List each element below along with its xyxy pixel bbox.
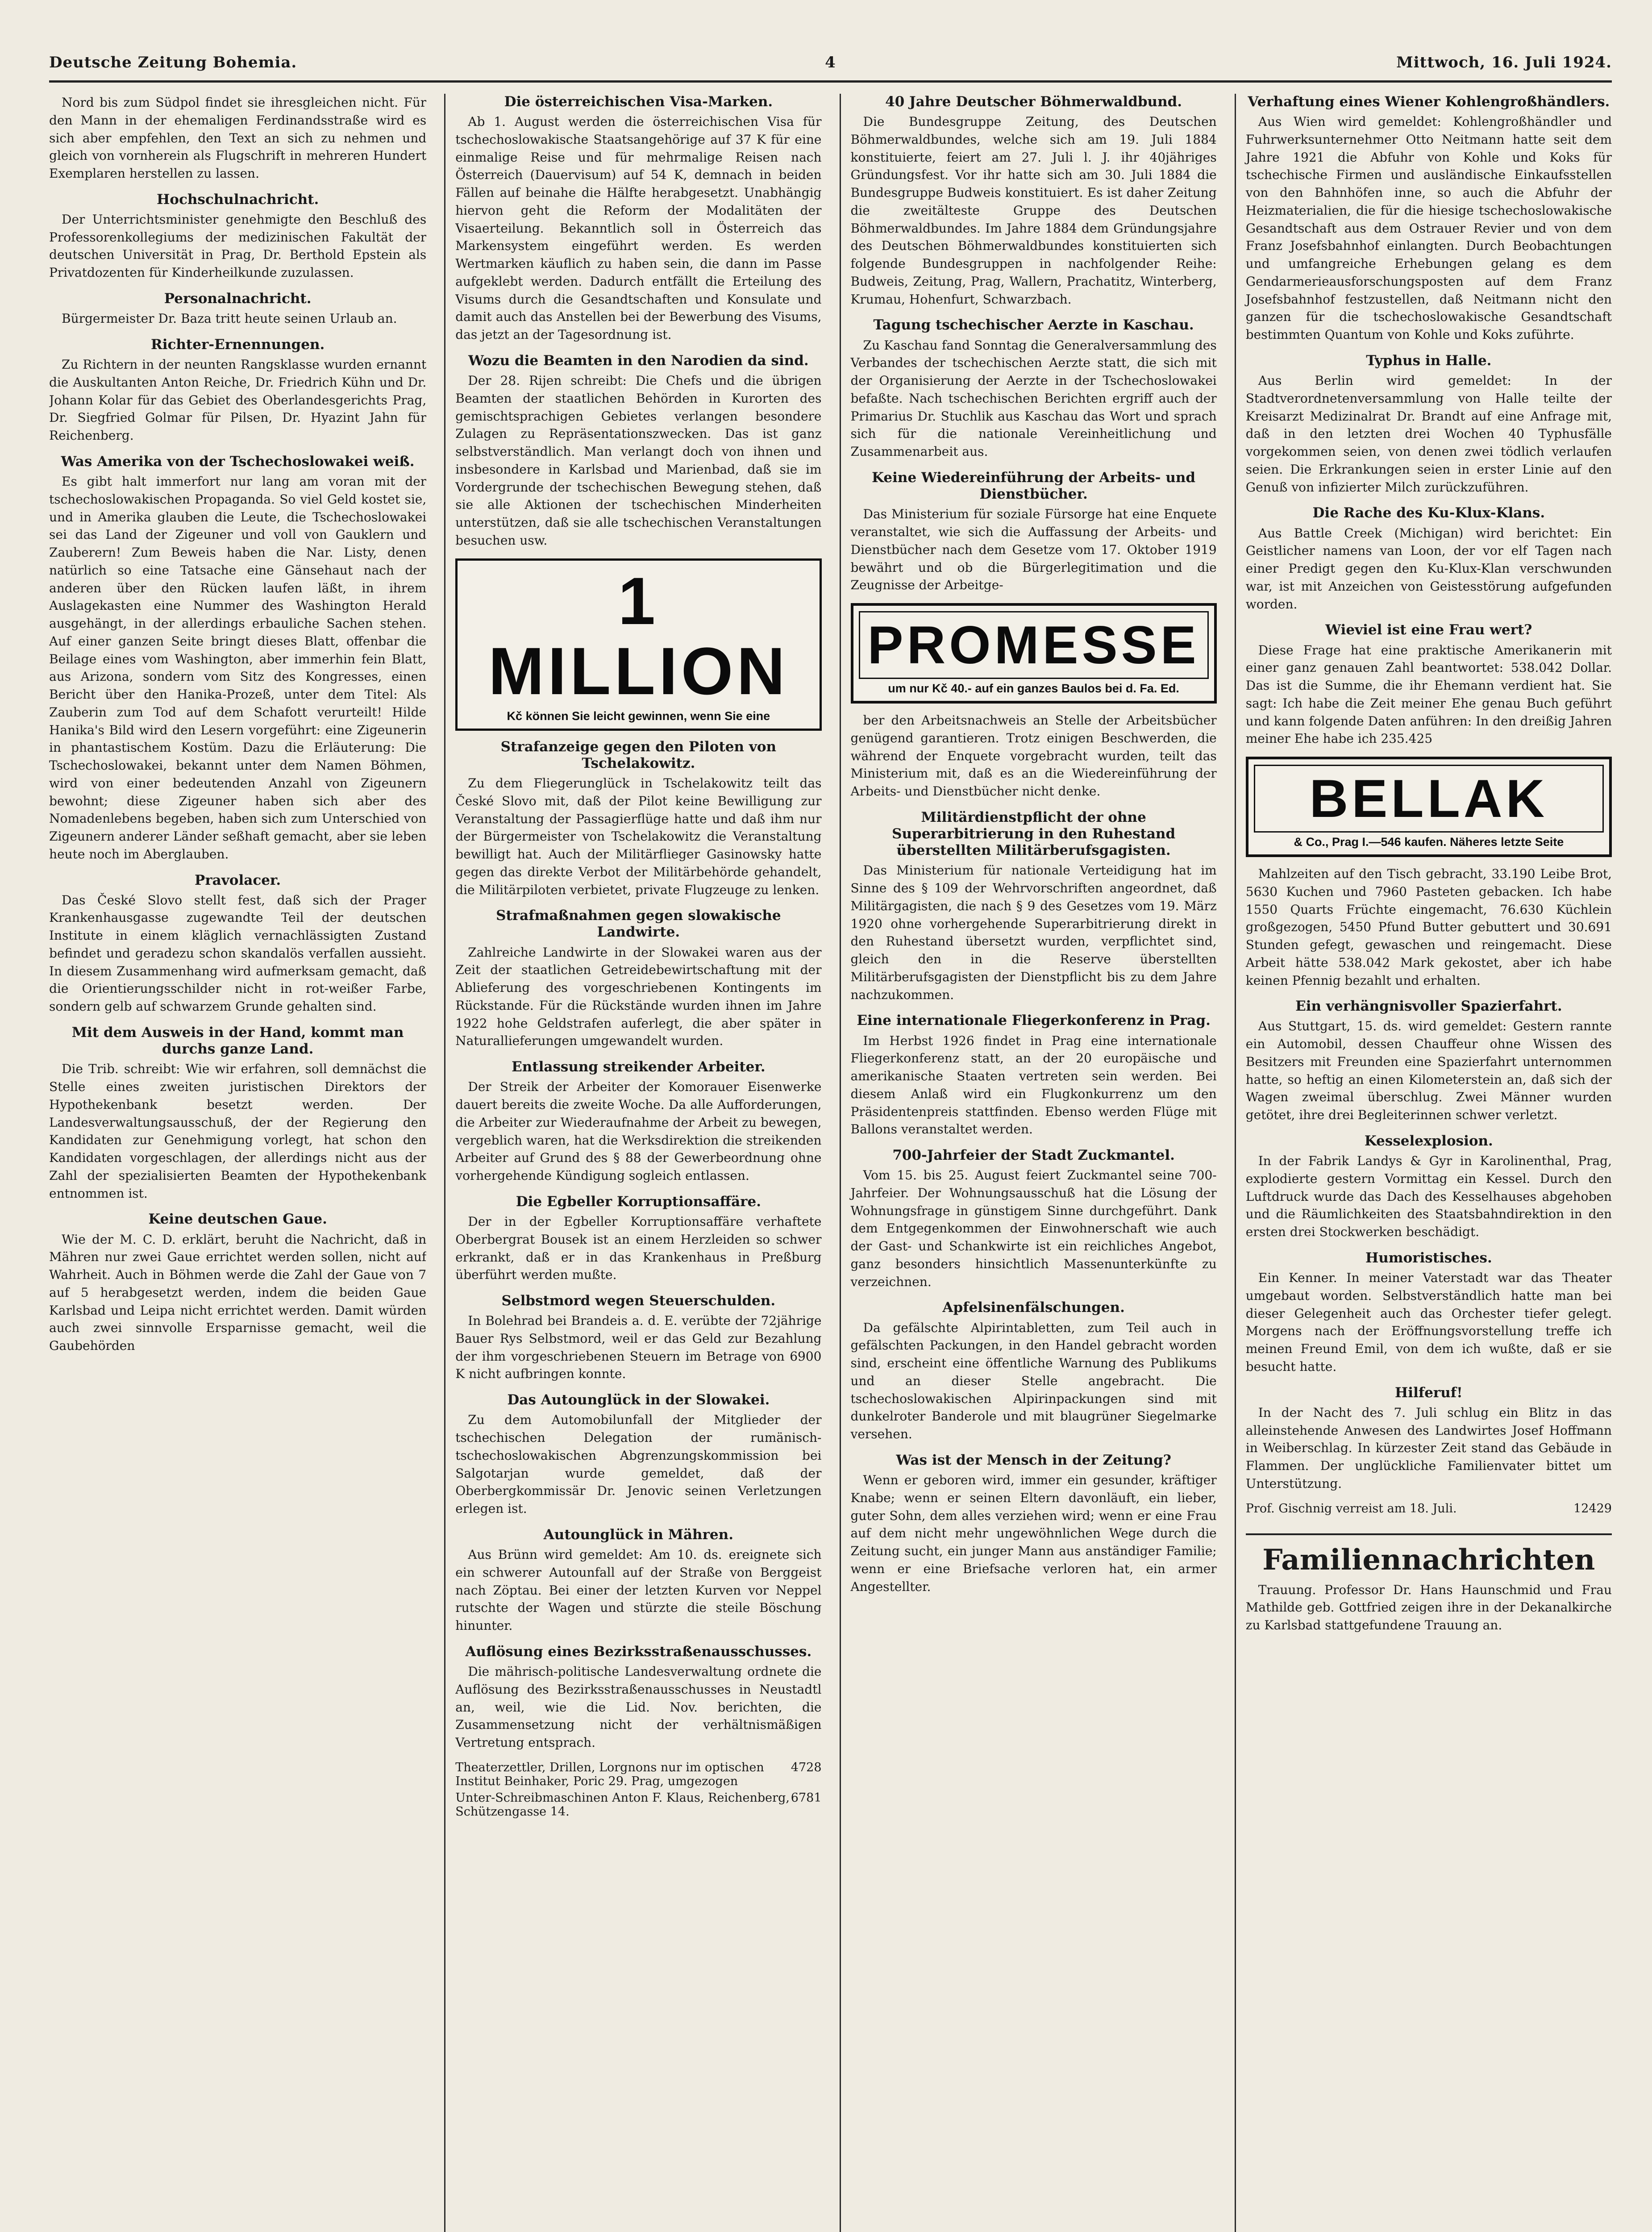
article — [49, 337, 426, 445]
article-text: Mahlzeiten auf den Tisch gebracht, 33.190 Leibe Brot, 5630 Kuchen und 7960 Pasteten gebacken. Ich habe 1550 Quarts Früchte eingemacht, 76.630 Küchlein großgezogen, 5450 Pfund Butter gebuttert und 30.691 Stunden gefegt, gewaschen und reingemacht. Diese Arbeit hätte 538.042 Mark gekostet, aber ich habe keinen Pfennig bezahlt und erhalten. — [1245, 866, 1612, 988]
article-title: Typhus in Halle. — [1366, 352, 1492, 369]
classified-text: Unter-Schreibmaschinen Anton F. Klaus, Reichenberg, Schützengasse 14. — [455, 1791, 790, 1819]
article — [851, 470, 1217, 594]
article-text: Bürgermeister Dr. Baza tritt heute seinen Urlaub an. — [62, 311, 397, 326]
article-title: Was Amerika von der Tschechoslowakei weiß. — [61, 453, 415, 470]
ad-headline: BELLAK — [1309, 769, 1548, 829]
article-text: Diese Frage hat eine praktische Amerikanerin mit einer ganz genauen Zahl beantwortet: 538.042 Dollar. Das ist die Summe, die ihr Ehemann verdient hat. Sie sagt: Ich habe die Zeit meiner Ehe genau Buch geführt und kann folgende Daten anführen: In den dreißig Jahren meiner Ehe habe ich 235.425 — [1245, 642, 1612, 746]
ad-headline: 1 MILLION — [488, 563, 789, 709]
article-text: Zahlreiche Landwirte in der Slowakei waren aus der Zeit der staatlichen Getreidebewirtschaftung mit der Ablieferung des vorgeschriebenen Kontingents im Rückstande. Für die Rückstände wurden ihnen im Jahre 1922 hohe Geldstrafen auferlegt, die aber später in Naturallieferungen umgewandelt wurden. — [455, 945, 822, 1049]
article-text: In Bolehrad bei Brandeis a. d. E. verübte der 72jährige Bauer Rys Selbstmord, weil er das Geld zur Bezahlung der ihm vorgeschriebenen Steuern im Betrage von 6900 K nicht aufbringen konnte. — [455, 1313, 822, 1382]
classified-text: Theaterzettler, Drillen, Lorgnons nur im optischen Institut Beinhaker, Poric 29. Prag, umgezogen — [455, 1760, 764, 1788]
article-title: Keine Wiedereinführung der Arbeits- und Dienstbücher. — [872, 469, 1196, 503]
ad-frame — [1254, 765, 1604, 833]
article-title: Auflösung eines Bezirksstraßenausschusses. — [465, 1643, 812, 1660]
article-title: Wieviel ist eine Frau wert? — [1325, 622, 1532, 638]
article-title: Was ist der Mensch in der Zeitung? — [896, 1452, 1171, 1468]
article-title: Selbstmord wegen Steuerschulden. — [501, 1293, 776, 1309]
article-title: Kesselexplosion. — [1364, 1133, 1493, 1149]
article-title: Humoristisches. — [1365, 1249, 1492, 1266]
advertisement-million — [455, 558, 821, 731]
article — [1246, 353, 1612, 496]
article-text: Der Streik der Arbeiter der Komorauer Eisenwerke dauert bereits die zweite Woche. Da alle Aufforderungen, die Arbeiter zur Wiederaufnahme der Arbeit zu bewegen, vergeblich waren, hat die Werksdirektion die streikenden Arbeiter auf Grund des § 88 der Gewerbeordnung ohne vorhergehende Kündigung sogleich entlassen. — [455, 1079, 822, 1183]
article — [851, 809, 1217, 1004]
article-text: Da gefälschte Alpirintabletten, zum Teil auch in gefälschten Packungen, in den Handel gebracht worden sind, erscheint eine öffentliche Warnung des Publikums und an dieser Stelle angebracht. Die tschechoslowakischen Alpirinpackungen sind mit dunkelroter Banderole und mit blaugrüner Siegelmarke versehen. — [850, 1320, 1217, 1442]
article-title: Entlassung streikender Arbeiter. — [512, 1059, 766, 1075]
article — [851, 1012, 1217, 1138]
article-title: Die österreichischen Visa-Marken. — [504, 94, 773, 110]
article — [455, 1527, 821, 1635]
classified-code: 6781 — [791, 1791, 822, 1805]
article-text: Der 28. Rijen schreibt: Die Chefs und die übrigen Beamten der staatlichen Behörden in Kurorten des gemischtsprachigen Gebietes verlangen besondere Zulagen zu Repräsentationszwecken. Das ist ganz selbstverständlich. Man verlangt doch von ihnen und insbesondere in Karlsbad und Marienbad, daß sie im Vordergrunde der tschechischen Bewegung stehen, daß sie alle Aktionen der tschechischen Minderheiten unterstützen, daß sie alle tschechischen Veranstaltungen besuchen usw. — [455, 373, 822, 548]
article — [455, 94, 821, 344]
advertisement-bellak — [1246, 757, 1612, 857]
masthead — [49, 45, 1612, 83]
article-text: Im Herbst 1926 findet in Prag eine internationale Fliegerkonferenz statt, an der 20 europäische und amerikanische Staaten vertreten sein werden. Bei diesem Anlaß wird ein Flugkonkurrenz um den Präsidentenpreis stattfinden. Ebenso werden Flüge mit Ballons veranstaltet werden. — [850, 1033, 1217, 1137]
article-title: Pravolacer. — [195, 872, 281, 888]
article — [455, 1059, 821, 1185]
article — [1246, 94, 1612, 344]
advertisement-promesse — [851, 603, 1217, 704]
notice-signature — [1246, 1502, 1612, 1516]
article-title: Strafmaßnahmen gegen slowakische Landwirte. — [496, 908, 781, 941]
article — [851, 712, 1217, 800]
article — [1246, 1581, 1612, 1634]
article — [851, 1452, 1217, 1595]
family-news-heading: Familiennachrichten — [1246, 1533, 1612, 1577]
article — [455, 908, 821, 1050]
article — [455, 739, 821, 899]
article-title: Autounglück in Mähren. — [543, 1526, 733, 1543]
article-text: Das České Slovo stellt fest, daß sich der Prager Krankenhausgasse zugewandte Teil der deutschen Institute in einem kläglich vernachlässigten Zustand befindet und geradezu schon skandalös verfallen aussieht. In diesem Zusammenhang wird aufmerksam gemacht, daß die Orientierungsschilder nicht in rot-weißer Farbe, sondern gelb auf schwarzem Grunde gehalten sind. — [49, 892, 427, 1014]
article-title: Keine deutschen Gaue. — [148, 1211, 327, 1228]
article-text: Es gibt halt immerfort nur lang am voran mit der tschechoslowakischen Propaganda. So viel Geld kostet sie, und in Amerika glauben die Leute, die Tschechoslowakei sei das Land der Zigeuner und voll von Gauklern und Zauberern! Zum Beweis haben die Nar. Listy, denen natürlich so eine Tatsache eine Gänsehaut nach der anderen über den Rücken laufen läßt, in ihrem Auslagekasten eine Nummer des Washington Herald ausgehängt, in der allerdings erbauliche Sachen stehen. Auf einer ganzen Seite bringt dieses Blatt, offenbar die Beilage eines vom Washington, aber immerhin fein Blatt, aus Arizona, sondern vom Sitz des Kongresses, einen Bericht über den Hanika-Prozeß, unter dem Titel: Als Zauberin zum Tod auf dem Schafott verurteilt! Hilde Hanika's Bild wird den Lesern vorgeführt: eine Zigeunerin in phantastischem Kostüm. Dazu die Erläuterung: Die Tschechoslowakei, bekannt unter dem Namen Böhmen, wird von einer bedeutenden Anzahl von Zigeunern bewohnt; diese Zigeuner haben sich aber des Nomadenlebens begeben, haben sich zum Unterschied von Zigeunern anderer Länder seßhaft gemacht, aber sie leben heute noch im Aberglauben. — [49, 474, 427, 862]
article — [851, 94, 1217, 308]
article-text: Aus Berlin wird gemeldet: In der Stadtverordnetenversammlung von Halle teilte der Kreisarzt Medizinalrat Dr. Brandt auf eine Anfrage mit, daß in den letzten drei Wochen 40 Typhusfälle vorgekommen seien, von denen zwei tödlich verlaufen seien. Die Erkrankungen seien in erster Linie auf den Genuß von infizierter Milch zurückzuführen. — [1245, 373, 1612, 495]
article-title: Militärdienstpflicht der ohne Superarbitrierung in den Ruhestand überstellten Militärberufsgagisten. — [892, 809, 1176, 859]
article-text: In der Nacht des 7. Juli schlug ein Blitz in das alleinstehende Anwesen des Landwirtes Josef Hoffmann in Weiberschlag. In kürzester Zeit stand das Gebäude in Flammen. Der unglückliche Familienvater bittet um Unterstützung. — [1245, 1405, 1612, 1491]
newspaper-title: Deutsche Zeitung Bohemia. — [49, 54, 297, 71]
article-text: ber den Arbeitsnachweis an Stelle der Arbeitsbücher genügend garantieren. Trotz einigen Beschwerden, die während der Enquete vorgebracht wurden, teilt das Ministerium mit, daß es an die Wiedereinführung der Arbeits- und Dienstbücher nicht denke. — [850, 713, 1217, 799]
article-text: Das Ministerium für soziale Fürsorge hat eine Enquete veranstaltet, wie sich die Auffassung der Arbeits- und Dienstbücher nach dem Gesetze vom 17. Oktober 1919 bewährt und ob die Bürgerlegitimation und die Zeugnisse der Arbeitge- — [850, 507, 1217, 593]
classified-ad — [455, 1791, 821, 1819]
article-title: Mit dem Ausweis in der Hand, kommt man durchs ganze Land. — [71, 1024, 404, 1058]
article-title: Die Egbeller Korruptionsaffäre. — [516, 1193, 762, 1210]
article-title: Strafanzeige gegen den Piloten von Tschelakowitz. — [500, 738, 777, 771]
article-text: Nord bis zum Südpol findet sie ihresgleichen nicht. Für den Mann in der ehemaligen Ferdinandsstraße wird es sich aber empfehlen, den Text an sich zu nehmen und gleich von vornherein als Flugschrift in mehreren Hundert Exemplaren herstellen zu lassen. — [49, 95, 427, 181]
article-title: Verhaftung eines Wiener Kohlengroßhändlers. — [1248, 94, 1610, 110]
article-text: Aus Stuttgart, 15. ds. wird gemeldet: Gestern rannte ein Automobil, dessen Chauffeur ohne Wissen des Besitzers mit Freunden eine Spazierfahrt unternommen hatte, so heftig an einen Kilometerstein an, daß sich der Wagen zweimal überschlug. Zwei Männer wurden getötet, ihre drei Begleiterinnen schwer verletzt. — [1245, 1019, 1612, 1123]
article-title: Hochschulnachricht. — [157, 191, 319, 208]
article-text: Zu Richtern in der neunten Rangsklasse wurden ernannt die Auskultanten Anton Reiche, Dr. Friedrich Kühn und Dr. Johann Kolar für das Gebiet des Oberlandesgerichts Prag, Dr. Siegfried Golmar für Pilsen, Dr. Hyazint Jahn für Reichenberg. — [49, 357, 427, 443]
article-text: Trauung. Professor Dr. Hans Haunschmid und Frau Mathilde geb. Gottfried zeigen ihre in der Dekanalkirche zu Karlsbad stattgefundene Trauung an. — [1245, 1582, 1612, 1632]
article-title: Personalnachricht. — [164, 290, 312, 307]
article-title: Die Rache des Ku-Klux-Klans. — [1312, 505, 1545, 521]
article — [1246, 1385, 1612, 1493]
article — [851, 1147, 1217, 1291]
classified-code: 4728 — [791, 1760, 822, 1774]
article-text: Vom 15. bis 25. August feiert Zuckmantel seine 700-Jahrfeier. Der Wohnungsausschuß hat die Lösung der Wohnungsfrage in günstigem Sinne durchgeführt. Dank dem Entgegenkommen der Einwohnerschaft wie auch der Gast- und Schankwirte ist ein reichliches Angebot, ganz besonders hinsichtlich Massenunterkünfte zu verzeichnen. — [850, 1168, 1217, 1289]
article-text: Aus Wien wird gemeldet: Kohlengroßhändler und Fuhrwerksunternehmer Otto Neitmann hatte seit dem Jahre 1921 die Abfuhr von Kohle und Koks für tschechische Firmen und ausländische Einkaufsstellen von den Bahnhöfen inne, so auch die Abfuhr der Heizmaterialien, die für die hiesige tschechoslowakische Gesandtschaft aus dem Ostrauer Revier und von dem Franz Josefsbahnhof einlangten. Durch Beobachtungen und umfangreiche Erhebungen gelang es dem Gendarmerieausforschungsposten auf dem Franz Josefsbahnhof festzustellen, daß Neitmann nicht den ganzen für die tschechoslowakische Gesandtschaft bestimmten Quantum von Kohle und Koks zuführte. — [1245, 114, 1612, 342]
column-3 — [840, 94, 1217, 2232]
article-text: Ab 1. August werden die österreichischen Visa für tschechoslowakische Staatsangehörige auf 37 K für eine einmalige Reise und für mehrmalige Reisen nach Österreich (Dauervisum) auf 54 K, demnach in beiden Fällen auf beinahe die Hälfte herabgesetzt. Unabhängig hiervon geht die Reform der Modalitäten der Visaerteilung. Bekanntlich soll in Österreich das Markensystem eingeführt werden. Es werden Wertmarken käuflich zu haben sein, die dann im Passe aufgeklebt werden. Dadurch entfällt die Erteilung des Visums durch die Gesandtschaften und Konsulate und damit auch das Anstellen bei der Bewerbung des Visums, das jetzt an der Tagesordnung ist. — [455, 114, 822, 342]
article-title: Apfelsinenfälschungen. — [942, 1299, 1125, 1316]
article-text: Ein Kenner. In meiner Vaterstadt war das Theater umgebaut worden. Selbstverständlich hatte man bei dieser Gelegenheit auch das Orchester tiefer gelegt. Morgens nach der Eröffnungsvorstellung treffe ich meinen Freund Emil, von dem ich wußte, daß er sie besucht hatte. — [1245, 1270, 1612, 1374]
article-title: Tagung tschechischer Aerzte in Kaschau. — [873, 317, 1194, 333]
article — [455, 1644, 821, 1752]
columns — [49, 94, 1612, 2232]
article — [49, 1211, 426, 1354]
article-title: Eine internationale Fliegerkonferenz in Prag. — [857, 1012, 1211, 1029]
article — [1246, 505, 1612, 613]
article — [851, 317, 1217, 460]
article-title: Hilferuf! — [1395, 1384, 1463, 1401]
article-text: Zu dem Automobilunfall der Mitglieder der tschechischen Delegation der rumänisch-tschechoslowakischen Abgrenzungskommission bei Salgotarjan wurde gemeldet, daß der Oberbergkommissär Dr. Jenovic seinen Verletzungen erlegen ist. — [455, 1412, 822, 1516]
article — [1246, 865, 1612, 989]
article-title: 700-Jahrfeier der Stadt Zuckmantel. — [892, 1147, 1175, 1163]
article — [1246, 622, 1612, 748]
article-title: 40 Jahre Deutscher Böhmerwaldbund. — [885, 94, 1182, 110]
article-text: Das Ministerium für nationale Verteidigung hat im Sinne des § 109 der Wehrvorschriften angeordnet, daß Militärgagisten, die nach § 9 des Gesetzes vom 19. März 1920 ohne vorhergehende Superarbitrierung direkt in den Ruhestand übersetzt wurden, verpflichtet sind, gleich den in die Reserve überstellten Militärberufsgagisten der Dienstpflicht bis zu dem Jahre nachzukommen. — [850, 863, 1217, 1002]
page-number: 4 — [825, 54, 836, 71]
article-title: Wozu die Beamten in den Narodien da sind. — [468, 352, 809, 369]
article — [455, 1392, 821, 1518]
classified-ad — [455, 1761, 821, 1788]
article — [1246, 1250, 1612, 1376]
article — [851, 1299, 1217, 1443]
article-title: Richter-Ernennungen. — [150, 336, 325, 353]
issue-date: Mittwoch, 16. Juli 1924. — [1396, 54, 1612, 71]
ad-subline: & Co., Prag I.—546 kaufen. Näheres letzte Seite — [1294, 835, 1564, 849]
article-text: Die Trib. schreibt: Wie wir erfahren, soll demnächst die Stelle eines zweiten juristischen Direktors der Hypothekenbank besetzt werden. Der Landesverwaltungsausschuß, der der Regierung den Kandidaten zur Genehmigung vorlegt, hat schon den Kandidaten vorgeschlagen, der allerdings nicht aus der Zahl der spezialisierten Beamten der Hypothekenbank entnommen ist. — [49, 1062, 427, 1201]
notice-text: Prof. Gischnig verreist am 18. Juli. — [1245, 1501, 1457, 1516]
article — [455, 353, 821, 550]
article-text: Wie der M. C. D. erklärt, beruht die Nachricht, daß in Mähren nur zwei Gaue errichtet werden sollen, nicht auf Wahrheit. Auch in Böhmen werde die Zahl der Gaue von 7 auf 5 herabgesetzt werden, indem die beiden Gaue Karlsbad und Leipa nicht errichtet werden. Damit würden auch zwei sinnvolle Ersparnisse gemacht, weil die Gaubehörden — [49, 1232, 427, 1353]
column-2 — [444, 94, 821, 2232]
article — [49, 454, 426, 863]
column-4 — [1235, 94, 1612, 2232]
notice-code: 12429 — [1573, 1501, 1612, 1516]
article-text: Zu dem Fliegerunglück in Tschelakowitz teilt das České Slovo mit, daß der Pilot keine Bewilligung zur Veranstaltung der Passagierflüge hatte und daß ihm nur der Bürgermeister von Tschelakowitz die Veranstaltung bewilligt hat. Auch der Militärflieger Gasinowsky hatte gegen das direkte Verbot der Militärbehörde gehandelt, die Militärpiloten verbietet, private Flugzeuge zu lenken. — [455, 776, 822, 897]
article-text: Wenn er geboren wird, immer ein gesunder, kräftiger Knabe; wenn er seinen Eltern davonläuft, ein lieber, guter Sohn, dem alles verziehen wird; wenn er eine Frau auf dem nicht mehr ungewöhnlichen Wege durch die Zeitung sucht, ein junger Mann aus anständiger Familie; wenn er eine Briefsache verloren hat, ein armer Angestellter. — [850, 1473, 1217, 1594]
article — [455, 1293, 821, 1383]
article — [1246, 998, 1612, 1124]
ad-subline: Kč können Sie leicht gewinnen, wenn Sie eine — [507, 709, 770, 723]
ad-frame — [859, 611, 1209, 679]
article — [1246, 1133, 1612, 1241]
article-text: Die mährisch-politische Landesverwaltung ordnete die Auflösung des Bezirksstraßenausschusses in Neustadtl an, weil, wie die Lid. Nov. berichten, die Zusammensetzung nicht der verhältnismäßigen Vertretung entsprach. — [455, 1664, 822, 1750]
article-text: Der Unterrichtsminister genehmigte den Beschluß des Professorenkollegiums der medizinischen Fakultät der deutschen Universität in Prag, Dr. Berthold Epstein als Privatdozenten für Kinderheilkunde zuzulassen. — [49, 212, 427, 280]
article — [455, 1194, 821, 1284]
article-text: Aus Brünn wird gemeldet: Am 10. ds. ereignete sich ein schwerer Autounfall auf der Straße von Berggeist nach Zöptau. Bei einer der letzten Kurven vor Neppel rutschte der Wagen und stürzte die steile Böschung hinunter. — [455, 1547, 822, 1633]
article-text: Aus Battle Creek (Michigan) wird berichtet: Ein Geistlicher namens van Loon, der vor elf Tagen nach einer Predigt gegen den Ku-Klux-Klan verschwunden war, ist mit Anzeichen von Geistesstörung aufgefunden worden. — [1245, 525, 1612, 612]
column-1 — [49, 94, 426, 2232]
article — [49, 1024, 426, 1202]
ad-headline: PROMESSE — [867, 615, 1200, 675]
article-title: Das Autounglück in der Slowakei. — [507, 1392, 770, 1408]
article-text: Der in der Egbeller Korruptionsaffäre verhaftete Oberbergrat Bousek ist an einem Herzleiden so schwer erkrankt, daß er in das Krankenhaus in Preßburg überführt werden mußte. — [455, 1214, 822, 1283]
article-title: Ein verhängnisvoller Spazierfahrt. — [1295, 998, 1562, 1015]
article — [49, 94, 426, 183]
article-text: Zu Kaschau fand Sonntag die Generalversammlung des Verbandes der tschechischen Aerzte statt, die sich mit der Organisierung der Aerzte in der Tschechoslowakei befaßte. Nach tschechischen Berichten ergriff auch der Primarius Dr. Stuchlik aus Kaschau das Wort und sprach sich für die nationale Vereinheitlichung und Zusammenarbeit aus. — [850, 337, 1217, 459]
article-text: In der Fabrik Landys & Gyr in Karolinenthal, Prag, explodierte gestern Vormittag ein Kessel. Durch den Luftdruck wurde das Dach des Kesselhauses abgehoben und die Räumlichkeiten des Staatsbahndirektion in den ersten drei Stockwerken beschädigt. — [1245, 1153, 1612, 1240]
article-text: Die Bundesgruppe Zeitung, des Deutschen Böhmerwaldbundes, welche sich am 19. Juli 1884 konstituierte, feiert am 27. Juli l. J. ihr 40jähriges Gründungsfest. Vor ihr hatte sich am 30. Juli 1884 die Bundesgruppe Budweis konstituiert. Es ist daher Zeitung die zweitälteste Gruppe des Deutschen Böhmerwaldbundes. Im Jahre 1884 dem Gründungsjahre des Deutschen Böhmerwaldbundes konstituierten sich folgende Bundesgruppen in nachfolgender Reihe: Budweis, Zeitung, Prag, Wallern, Prachatitz, Winterberg, Krumau, Hohenfurt, Schwarzbach. — [850, 114, 1217, 307]
article — [49, 192, 426, 282]
article — [49, 872, 426, 1016]
ad-subline: um nur Kč 40.- auf ein ganzes Baulos bei d. Fa. Ed. — [888, 682, 1179, 695]
article — [49, 291, 426, 328]
